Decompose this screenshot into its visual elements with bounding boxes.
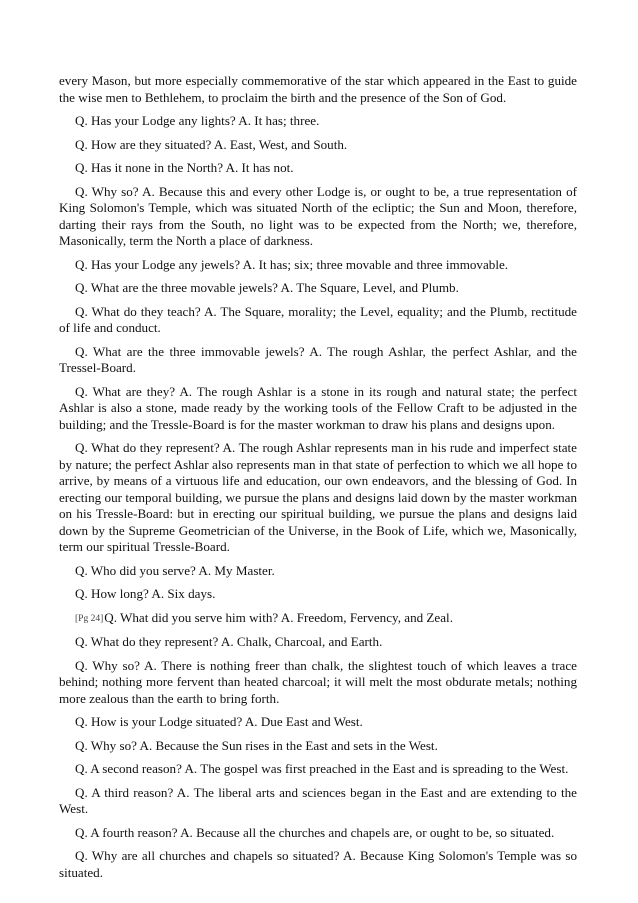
- page-body: [59, 73, 577, 888]
- qa-paragraph: Q. What are they? A. The rough Ashlar is a stone in its rough and natural state; the perfect Ashlar is also a stone, made ready by the working tools of the Fellow Craft to be adjusted in the building; and the Tressle-Board is for the master workman to draw his plans and designs upon.: [59, 383, 577, 432]
- qa-paragraph: Q. Has it none in the North? A. It has not.: [75, 160, 294, 175]
- qa-paragraph: Q. A fourth reason? A. Because all the churches and chapels are, or ought to be, so situated.: [75, 824, 555, 840]
- qa-paragraph: Q. What do they represent? A. Chalk, Charcoal, and Earth.: [75, 634, 383, 649]
- qa-paragraph: Q. How long? A. Six days.: [75, 586, 216, 601]
- qa-paragraph: Q. Why are all churches and chapels so situated? A. Because King Solomon's Temple was so situated.: [59, 848, 577, 880]
- qa-paragraph: Q. How is your Lodge situated? A. Due East and West.: [75, 714, 363, 729]
- qa-paragraph: Q. A third reason? A. The liberal arts and sciences began in the East and are extending to the West.: [59, 784, 577, 816]
- qa-paragraph: Q. What are the three immovable jewels? A. The rough Ashlar, the perfect Ashlar, and the Tressel-Board.: [59, 343, 577, 375]
- qa-paragraph: Q. Has your Lodge any jewels? A. It has; six; three movable and three immovable.: [75, 256, 509, 272]
- qa-paragraph: Q. Why so? A. Because this and every other Lodge is, or ought to be, a true representation of King Solomon's Temple, which was situated North of the ecliptic; the Sun and Moon, therefore, darting their rays from the South, no light was to be expected from the North; we, therefore, Masonically, term the North a place of darkness.: [59, 183, 577, 248]
- qa-paragraph: Q. How are they situated? A. East, West, and South.: [75, 136, 348, 152]
- qa-paragraph: Q. Who did you serve? A. My Master.: [75, 562, 275, 578]
- qa-paragraph: [Pg 24]Q. What did you serve him with? A. Freedom, Fervency, and Zeal.: [75, 609, 453, 625]
- page-number-marker: [Pg 24]: [75, 613, 104, 624]
- qa-paragraph: Q. What are the three movable jewels? A. The Square, Level, and Plumb.: [75, 280, 459, 295]
- qa-paragraph: Q. What do they teach? A. The Square, morality; the Level, equality; and the Plumb, rectitude of life and conduct.: [59, 303, 577, 335]
- qa-paragraph: Q. Has your Lodge any lights? A. It has; three.: [75, 113, 320, 128]
- qa-paragraph: Q. Why so? A. There is nothing freer than chalk, the slightest touch of which leaves a trace behind; nothing more fervent than heated charcoal; it will melt the most obdurate metals; nothing more zealous than the earth to bring forth.: [59, 657, 577, 706]
- qa-paragraph: Q. Why so? A. Because the Sun rises in the East and sets in the West.: [75, 737, 438, 753]
- qa-paragraph: Q. A second reason? A. The gospel was first preached in the East and is spreading to the West.: [75, 761, 569, 776]
- paragraph-continued: every Mason, but more especially commemorative of the star which appeared in the East to guide the wise men to Bethlehem, to proclaim the birth and the presence of the Son of God.: [59, 73, 577, 105]
- qa-paragraph: Q. What do they represent? A. The rough Ashlar represents man in his rude and imperfect state by nature; the perfect Ashlar also represents man in that state of perfection to which we all hope to arrive, by means of a virtuous life and education, our own endeavors, and the blessing of God. In erecting our temporal building, we pursue the plans and designs laid down by the master workman on his Tressle-Board: but in erecting our spiritual building, we pursue the plans and designs laid down by the Supreme Geometrician of the Universe, in the Book of Life, which we, Masonically, term our spiritual Tressle-Board.: [59, 440, 577, 554]
